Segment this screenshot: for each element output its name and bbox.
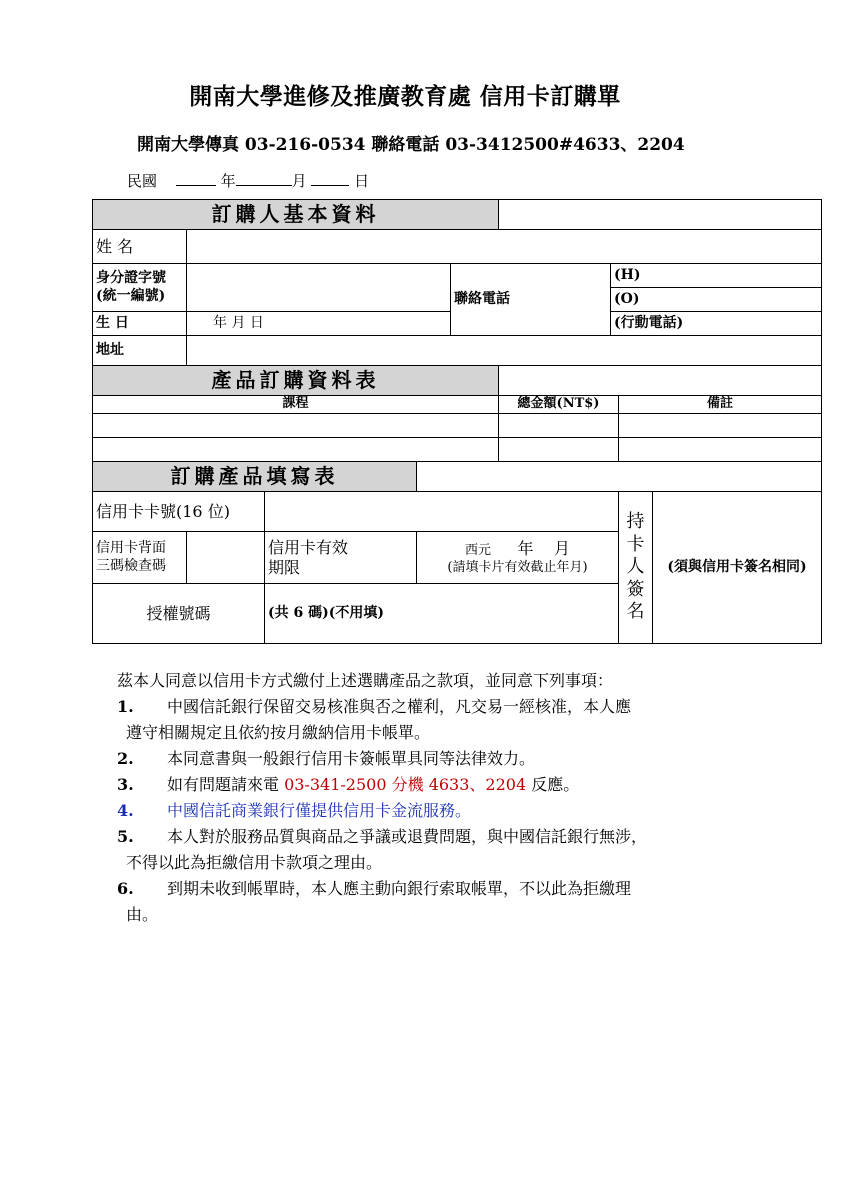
- id-phone-row: [93, 264, 822, 288]
- address-label: 地址: [93, 336, 187, 366]
- phone-home-field[interactable]: (H): [611, 264, 822, 288]
- name-input[interactable]: [187, 230, 822, 264]
- term-item: 3. 如有問題請來電 03-341-2500 分機 4633、2204 反應。: [117, 775, 580, 794]
- expiry-month-label: 月: [553, 539, 570, 559]
- term-item: 4. 中國信託商業銀行僅提供信用卡金流服務。: [117, 801, 472, 820]
- product-row: [93, 414, 822, 438]
- cvv-input[interactable]: [187, 532, 265, 584]
- expiry-input[interactable]: [417, 532, 619, 584]
- birth-input[interactable]: 年 月 日: [187, 312, 451, 336]
- phone-label: 聯絡電話: [451, 264, 611, 336]
- id-input[interactable]: [187, 264, 451, 312]
- month-blank[interactable]: [236, 171, 292, 186]
- date-year-label: 年: [220, 172, 236, 190]
- cvv-label: 信用卡背面 三碼檢查碼: [93, 532, 187, 584]
- contact-info: 開南大學傳真 03-216-0534 聯絡電話 03-3412500#4633、2204: [137, 135, 685, 155]
- address-input[interactable]: [187, 336, 822, 366]
- date-line: [127, 170, 369, 191]
- day-blank[interactable]: [311, 171, 349, 186]
- term-item: 5. 本人對於服務品質與商品之爭議或退費問題，與中國信託銀行無涉，: [117, 827, 648, 846]
- auth-code-hint: (共 6 碼)(不用填): [265, 584, 619, 644]
- amount-input[interactable]: [499, 414, 619, 438]
- term-item: 2. 本同意書與一般銀行信用卡簽帳單具同等法律效力。: [117, 749, 536, 768]
- contact-phone-highlight: 03-341-2500 分機 4633、2204: [284, 775, 527, 794]
- section-payment-header: [93, 462, 822, 492]
- date-month-label: 月: [291, 172, 307, 190]
- card-number-input[interactable]: [265, 492, 619, 532]
- date-era-label: 民國: [127, 172, 158, 190]
- amount-column-header: 總金額(NT$): [499, 396, 619, 414]
- date-day-label: 日: [354, 172, 370, 190]
- terms-section: [117, 668, 647, 928]
- section-product-header: [93, 366, 822, 396]
- course-input[interactable]: [93, 414, 499, 438]
- term-item: 6. 到期未收到帳單時，本人應主動向銀行索取帳單，不以此為拒繳理: [117, 879, 632, 898]
- terms-intro: 茲本人同意以信用卡方式繳付上述選購產品之款項，並同意下列事項：: [117, 671, 614, 690]
- expiry-label: 信用卡有效 期限: [265, 532, 417, 584]
- term-item: 1. 中國信託銀行保留交易核准與否之權利，凡交易一經核准，本人應: [117, 697, 632, 716]
- section-basic-info-header: [93, 200, 822, 230]
- expiry-era-label: 西元: [465, 543, 492, 559]
- form-title: 開南大學進修及推廣教育處 信用卡訂購單: [189, 83, 621, 110]
- term-item-continued: 不得以此為拒繳信用卡款項之理由。: [126, 853, 383, 872]
- year-blank[interactable]: [176, 171, 216, 186]
- section-product-title: 產品訂購資料表: [93, 366, 499, 396]
- expiry-hint: (請填卡片有效截止年月): [447, 559, 588, 575]
- product-columns-row: [93, 396, 822, 414]
- name-row: [93, 230, 822, 264]
- auth-code-label: 授權號碼: [93, 584, 265, 644]
- section-payment-title: 訂購產品填寫表: [93, 462, 417, 492]
- course-column-header: 課程: [93, 396, 499, 414]
- section-basic-info-title: 訂購人基本資料: [93, 200, 499, 230]
- card-number-label: 信用卡卡號(16 位): [93, 492, 265, 532]
- id-label-line2: (統一編號): [96, 287, 166, 304]
- id-label-line1: 身分證字號: [96, 270, 166, 286]
- expiry-year-label: 年: [517, 539, 534, 559]
- order-form-table: [92, 199, 822, 644]
- name-label: 姓 名: [93, 230, 187, 264]
- course-input[interactable]: [93, 438, 499, 462]
- cardholder-signature-label: 持 卡 人 簽 名: [619, 492, 653, 644]
- note-input[interactable]: [619, 438, 822, 462]
- product-row: [93, 438, 822, 462]
- phone-mobile-field[interactable]: (行動電話): [611, 312, 822, 336]
- note-column-header: 備註: [619, 396, 822, 414]
- id-label: [93, 264, 187, 312]
- term-item-continued: 由。: [126, 905, 159, 924]
- term-item-continued: 遵守相關規定且依約按月繳納信用卡帳單。: [126, 723, 431, 742]
- card-number-row: [93, 492, 822, 532]
- address-row: [93, 336, 822, 366]
- birth-label: 生 日: [93, 312, 187, 336]
- phone-office-field[interactable]: (O): [611, 288, 822, 312]
- signature-area[interactable]: (須與信用卡簽名相同): [653, 492, 822, 644]
- amount-input[interactable]: [499, 438, 619, 462]
- note-input[interactable]: [619, 414, 822, 438]
